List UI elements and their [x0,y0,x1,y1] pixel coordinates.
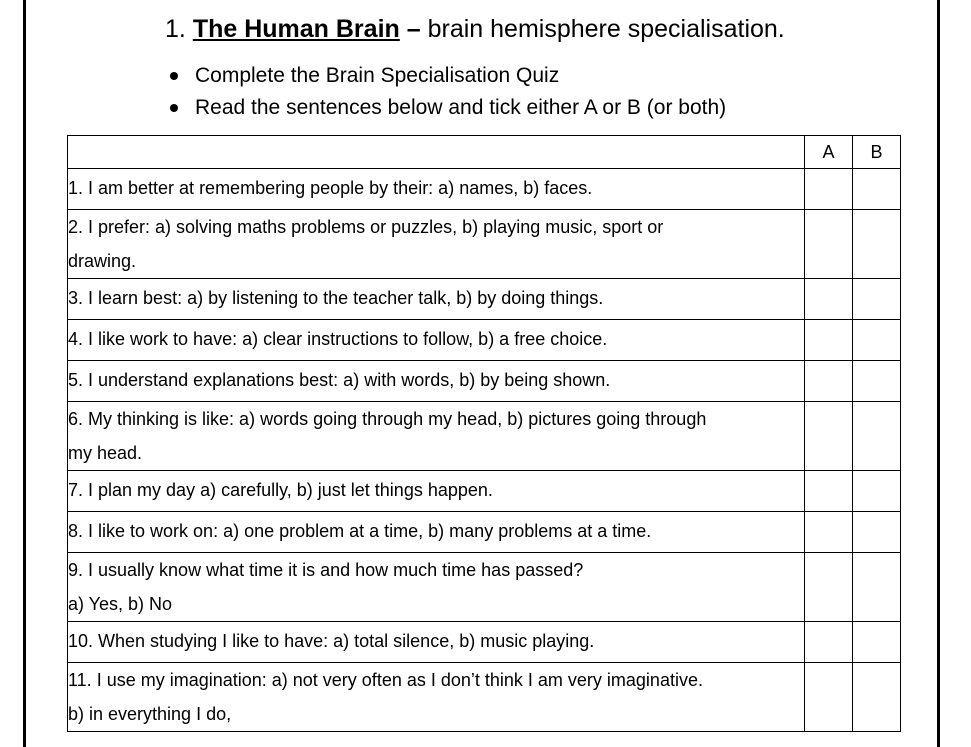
quiz-question [68,663,805,732]
tick-box-a[interactable] [805,663,853,732]
section-heading [165,12,785,46]
instruction-text: Read the sentences below and tick either A or B (or both) [195,96,727,119]
quiz-question [68,622,805,663]
quiz-row [68,210,901,279]
heading-number: 1. [165,15,186,43]
quiz-header-row [68,136,901,169]
quiz-question-line: 1. I am better at remembering people by their: a) names, b) faces. [68,178,593,198]
tick-box-b[interactable] [853,169,901,210]
tick-box-b[interactable] [853,512,901,553]
quiz-row [68,320,901,361]
tick-box-a[interactable] [805,210,853,279]
quiz-row [68,279,901,320]
column-b-header: B [853,136,901,169]
tick-box-a[interactable] [805,512,853,553]
quiz-question-line: 4. I like work to have: a) clear instructions to follow, b) a free choice. [68,329,608,349]
instruction-text: Complete the Brain Specialisation Quiz [195,64,560,87]
tick-box-a[interactable] [805,320,853,361]
quiz-question-line: 10. When studying I like to have: a) total silence, b) music playing. [68,631,595,651]
quiz-question-line: 5. I understand explanations best: a) with words, b) by being shown. [68,370,611,390]
quiz-question [68,320,805,361]
quiz-row [68,553,901,622]
tick-box-b[interactable] [853,320,901,361]
tick-box-a[interactable] [805,361,853,402]
quiz-question [68,402,805,471]
tick-box-b[interactable] [853,210,901,279]
quiz-question [68,169,805,210]
quiz-question-line: 7. I plan my day a) carefully, b) just let things happen. [68,480,493,500]
quiz-question-line: 9. I usually know what time it is and how much time has passed? [68,560,584,580]
tick-box-a[interactable] [805,471,853,512]
quiz-question-line: b) in everything I do, [68,704,232,724]
heading-dash: – [406,15,421,43]
tick-box-a[interactable] [805,169,853,210]
tick-box-a[interactable] [805,402,853,471]
instruction-list [168,60,726,124]
tick-box-b[interactable] [853,361,901,402]
instruction-item [168,60,726,92]
quiz-question-line: 3. I learn best: a) by listening to the teacher talk, b) by doing things. [68,288,604,308]
tick-box-b[interactable] [853,279,901,320]
bullet-icon [170,104,178,112]
quiz-question [68,471,805,512]
tick-box-a[interactable] [805,553,853,622]
tick-box-b[interactable] [853,553,901,622]
quiz-row [68,471,901,512]
quiz-question [68,512,805,553]
quiz-table [67,135,901,732]
heading-topic: The Human Brain [192,15,400,43]
quiz-question-line: a) Yes, b) No [68,594,173,614]
quiz-question [68,279,805,320]
tick-box-b[interactable] [853,622,901,663]
quiz-row [68,663,901,732]
heading-subtitle: brain hemisphere specialisation. [427,15,785,43]
instruction-item [168,92,726,124]
quiz-question-line: 2. I prefer: a) solving maths problems or puzzles, b) playing music, sport or [68,217,664,237]
column-a-header: A [805,136,853,169]
quiz-question-line: my head. [68,443,143,463]
quiz-row [68,169,901,210]
bullet-icon [170,72,178,80]
quiz-row [68,361,901,402]
tick-box-a[interactable] [805,622,853,663]
quiz-question-line: 8. I like to work on: a) one problem at a time, b) many problems at a time. [68,521,652,541]
quiz-row [68,402,901,471]
quiz-row [68,622,901,663]
tick-box-b[interactable] [853,663,901,732]
tick-box-a[interactable] [805,279,853,320]
quiz-question-line: drawing. [68,251,137,271]
tick-box-b[interactable] [853,471,901,512]
quiz-question-line: 6. My thinking is like: a) words going through my head, b) pictures going through [68,409,707,429]
quiz-question-line: 11. I use my imagination: a) not very often as I don’t think I am very imaginative. [68,670,703,690]
question-column-header [68,136,805,169]
page-border-right [937,0,940,747]
tick-box-b[interactable] [853,402,901,471]
quiz-row [68,512,901,553]
quiz-question [68,361,805,402]
quiz-question [68,210,805,279]
quiz-question [68,553,805,622]
page-border-left [23,0,26,747]
